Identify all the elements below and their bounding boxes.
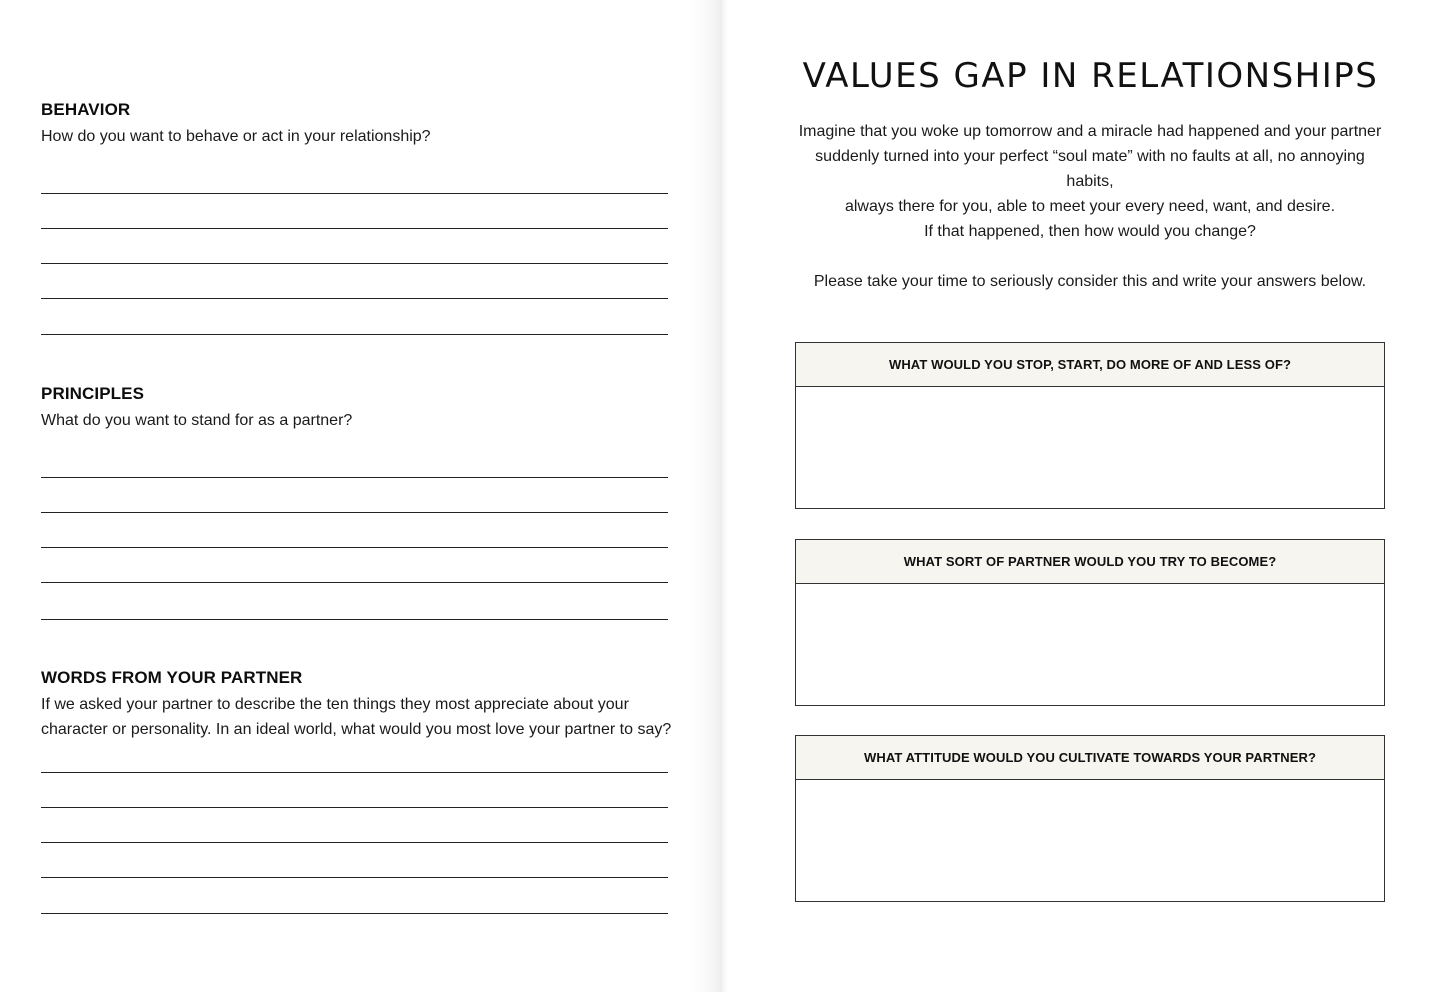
words-answer-line-5[interactable] [41,913,668,914]
answer-box-stop-start [795,342,1385,509]
words-answer-line-2[interactable] [41,807,668,808]
answer-box-partner-become-area[interactable] [796,584,1384,705]
intro-line-2: suddenly turned into your perfect “soul mate” with no faults at all, no annoying habits, [815,148,1365,190]
principles-answer-line-1[interactable] [41,477,668,478]
principles-heading: PRINCIPLES [41,384,145,403]
answer-box-attitude-header: WHAT ATTITUDE WOULD YOU CULTIVATE TOWARDS YOUR PARTNER? [796,736,1384,780]
answer-box-stop-start-area[interactable] [796,387,1384,508]
answer-box-partner-become [795,539,1385,706]
answer-box-stop-start-header: WHAT WOULD YOU STOP, START, DO MORE OF AND LESS OF? [796,343,1384,387]
words-from-partner-section [41,668,681,742]
instruction-text: Please take your time to seriously consider this and write your answers below. [813,273,1367,290]
principles-answer-line-3[interactable] [41,547,668,548]
book-spine-shadow [690,0,722,992]
behavior-answer-line-4[interactable] [41,298,668,299]
intro-paragraph [790,119,1390,219]
intro-line-1: Imagine that you woke up tomorrow and a miracle had happened and your partner [798,123,1382,140]
behavior-answer-line-1[interactable] [41,193,668,194]
answer-box-attitude-area[interactable] [796,780,1384,901]
principles-prompt: What do you want to stand for as a partner? [41,412,353,429]
words-answer-line-4[interactable] [41,877,668,878]
principles-answer-line-2[interactable] [41,512,668,513]
change-question: If that happened, then how would you change? [924,223,1256,240]
principles-answer-line-5[interactable] [41,619,668,620]
words-from-partner-heading: WORDS FROM YOUR PARTNER [41,668,303,687]
words-answer-line-1[interactable] [41,772,668,773]
behavior-prompt: How do you want to behave or act in your relationship? [41,128,431,145]
behavior-answer-line-2[interactable] [41,228,668,229]
principles-section [41,384,681,433]
behavior-section [41,100,681,149]
words-from-partner-prompt [41,692,681,742]
principles-answer-line-4[interactable] [41,582,668,583]
words-from-partner-prompt-line-1: If we asked your partner to describe the ten things they most appreciate about your [41,696,629,713]
page-title: VALUES GAP IN RELATIONSHIPS [802,56,1379,96]
behavior-answer-line-5[interactable] [41,334,668,335]
intro-line-3: always there for you, able to meet your every need, want, and desire. [844,198,1336,215]
book-spine-shadow-right [722,0,728,992]
behavior-answer-line-3[interactable] [41,263,668,264]
answer-box-partner-become-header: WHAT SORT OF PARTNER WOULD YOU TRY TO BECOME? [796,540,1384,584]
words-answer-line-3[interactable] [41,842,668,843]
answer-box-attitude [795,735,1385,902]
behavior-heading: BEHAVIOR [41,100,131,119]
words-from-partner-prompt-line-2: character or personality. In an ideal world, what would you most love your partner to say? [41,721,672,738]
